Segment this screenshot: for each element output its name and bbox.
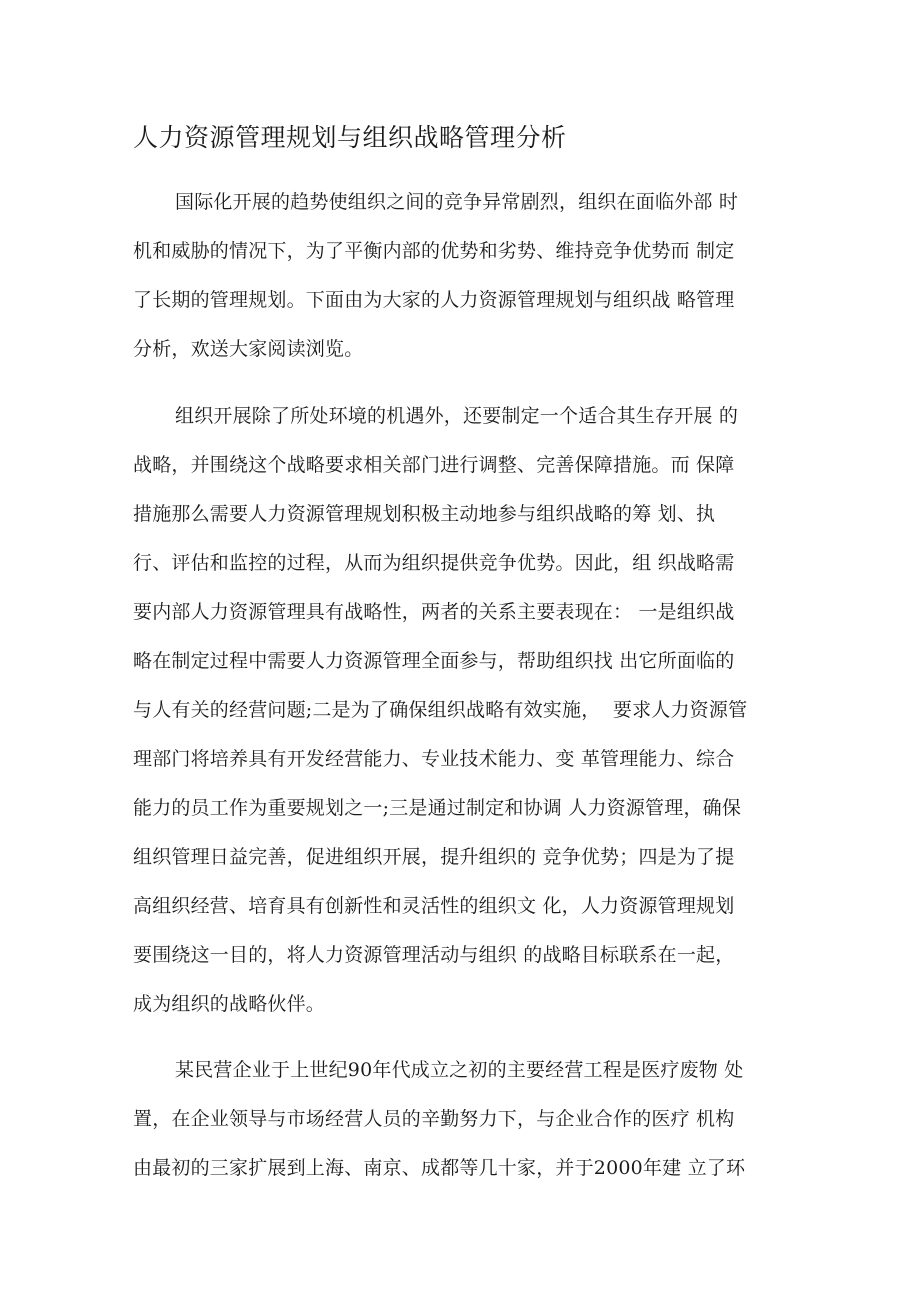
paragraph-line: 了长期的管理规划。下面由为大家的人力资源管理规划与组织战 略管理 [133,289,735,311]
paragraph-line: 能力的员工作为重要规划之一;三是通过制定和协调 人力资源管理，确保 [133,797,742,819]
paragraph-line: 略在制定过程中需要人力资源管理全面参与，帮助组织找 出它所面临的 [133,650,735,672]
paragraph-line: 行、评估和监控的过程，从而为组织提供竞争优势。因此，组 织战略需 [133,552,735,574]
paragraph-line: 某民营企业于上世纪90年代成立之初的主要经营工程是医疗废物 处 [175,1059,744,1081]
paragraph-line: 组织管理日益完善，促进组织开展，提升组织的 竞争优势；四是为了提 [133,846,735,868]
paragraph-case [133,1046,793,1193]
paragraph-line: 组织开展除了所处环境的机遇外，还要制定一个适合其生存开展 的 [175,405,739,427]
paragraph-line: 国际化开展的趋势使组织之间的竞争异常剧烈，组织在面临外部 时 [175,191,739,213]
paragraph-line: 要围绕这一目的，将人力资源管理活动与组织 的战略目标联系在一起， [133,944,735,966]
paragraph-line: 置，在企业领导与市场经营人员的辛勤努力下，与企业合作的医疗 机构 [133,1108,735,1130]
paragraph-line: 由最初的三家扩展到上海、南京、成都等几十家，并于2000年建 立了环 [133,1157,746,1179]
paragraph-line: 高组织经营、培育具有创新性和灵活性的组织文 化，人力资源管理规划 [133,895,735,917]
paragraph-intro [133,178,793,374]
paragraph-line: 要内部人力资源管理具有战略性，两者的关系主要表现在： 一是组织战 [133,601,735,623]
paragraph-line: 机和威胁的情况下，为了平衡内部的优势和劣势、维持竞争优势而 制定 [133,240,735,262]
paragraph-line: 措施那么需要人力资源管理规划积极主动地参与组织战略的筹 划、执 [133,503,716,525]
document-title: 人力资源管理规划与组织战略管理分析 [133,123,567,152]
paragraph-line: 分析，欢送大家阅读浏览。 [133,338,364,360]
paragraph-line: 理部门将培养具有开发经营能力、专业技术能力、变 革管理能力、综合 [133,748,735,770]
paragraph-line: 与人有关的经营问题;二是为了确保组织战略有效实施， 要求人力资源管 [133,699,748,721]
paragraph-line: 战略，并围绕这个战略要求相关部门进行调整、完善保障措施。而 保障 [133,454,735,476]
paragraph-line: 成为组织的战略伙伴。 [133,993,326,1015]
paragraph-strategy [133,392,793,1029]
